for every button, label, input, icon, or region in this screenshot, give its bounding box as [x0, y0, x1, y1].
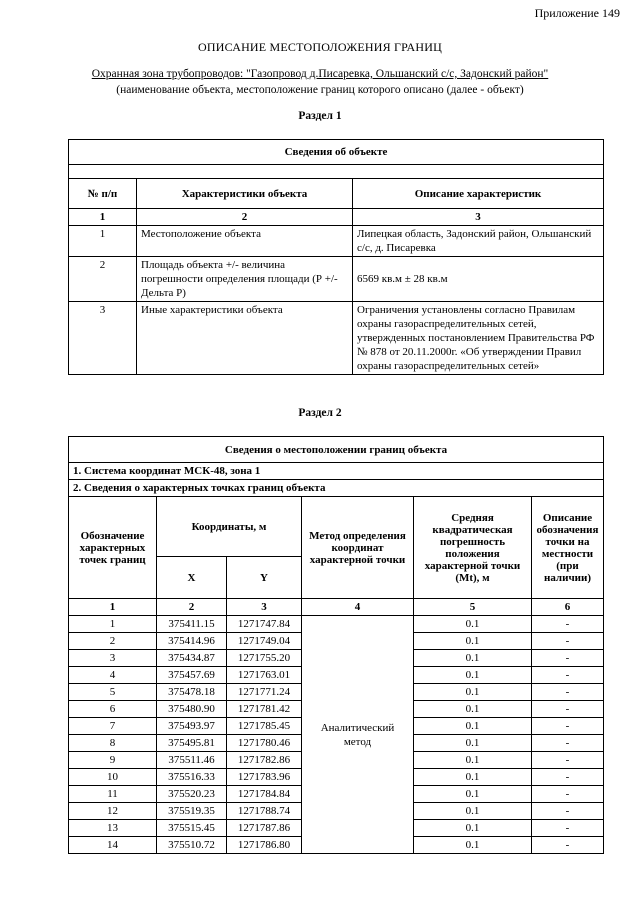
- boundary-table-title: Сведения о местоположении границ объекта: [69, 437, 604, 463]
- header-y: Y: [227, 557, 302, 599]
- boundary-points-table: [68, 436, 604, 854]
- header-point-description: Описание обозначения точки на местности (при наличии): [532, 497, 604, 599]
- section1-title: Раздел 1: [298, 110, 342, 122]
- point-description: -: [532, 735, 604, 752]
- point-description: -: [532, 803, 604, 820]
- point-x: 375515.45: [157, 820, 227, 837]
- row-number: 1: [69, 226, 137, 257]
- point-number: 9: [69, 752, 157, 769]
- point-y: 1271781.42: [227, 701, 302, 718]
- point-number: 12: [69, 803, 157, 820]
- point-description: -: [532, 752, 604, 769]
- header-characteristic: Характеристики объекта: [137, 179, 353, 209]
- point-y: 1271771.24: [227, 684, 302, 701]
- point-error: 0.1: [414, 837, 532, 854]
- point-x: 375520.23: [157, 786, 227, 803]
- point-number: 13: [69, 820, 157, 837]
- row-characteristic: Местоположение объекта: [137, 226, 353, 257]
- col-number: 5: [414, 599, 532, 616]
- point-number: 10: [69, 769, 157, 786]
- point-number: 1: [69, 616, 157, 633]
- point-description: -: [532, 633, 604, 650]
- point-x: 375511.46: [157, 752, 227, 769]
- point-x: 375519.35: [157, 803, 227, 820]
- col-number: 3: [353, 209, 604, 226]
- row-number: 3: [69, 302, 137, 375]
- object-name: Охранная зона трубопроводов: "Газопровод д.Писаревка, Ольшанский с/с, Задонский район": [91, 68, 549, 80]
- point-description: -: [532, 837, 604, 854]
- col-number: 4: [302, 599, 414, 616]
- point-number: 3: [69, 650, 157, 667]
- row-characteristic: Иные характеристики объекта: [137, 302, 353, 375]
- point-x: 375493.97: [157, 718, 227, 735]
- point-number: 4: [69, 667, 157, 684]
- point-y: 1271780.46: [227, 735, 302, 752]
- col-number: 1: [69, 209, 137, 226]
- object-info-table-title: Сведения об объекте: [69, 140, 604, 165]
- header-x: X: [157, 557, 227, 599]
- point-y: 1271784.84: [227, 786, 302, 803]
- point-error: 0.1: [414, 667, 532, 684]
- point-description: -: [532, 650, 604, 667]
- point-description: -: [532, 616, 604, 633]
- header-description: Описание характеристик: [353, 179, 604, 209]
- table-row: [69, 257, 604, 302]
- point-number: 7: [69, 718, 157, 735]
- point-error: 0.1: [414, 803, 532, 820]
- object-info-table: [68, 139, 604, 375]
- spacer-row: [69, 165, 604, 179]
- point-description: -: [532, 820, 604, 837]
- object-description: (наименование объекта, местоположение границ которого описано (далее - объект): [116, 84, 524, 96]
- point-x: 375510.72: [157, 837, 227, 854]
- point-error: 0.1: [414, 633, 532, 650]
- row-value: 6569 кв.м ± 28 кв.м: [353, 257, 604, 302]
- point-x: 375411.15: [157, 616, 227, 633]
- method-cell: Аналитический метод: [302, 616, 414, 854]
- point-description: -: [532, 786, 604, 803]
- row-number: 2: [69, 257, 137, 302]
- point-y: 1271755.20: [227, 650, 302, 667]
- col-number: 1: [69, 599, 157, 616]
- point-error: 0.1: [414, 786, 532, 803]
- point-x: 375516.33: [157, 769, 227, 786]
- point-number: 14: [69, 837, 157, 854]
- point-description: -: [532, 718, 604, 735]
- point-y: 1271763.01: [227, 667, 302, 684]
- point-number: 5: [69, 684, 157, 701]
- header-number: № п/п: [69, 179, 137, 209]
- point-error: 0.1: [414, 684, 532, 701]
- point-description: -: [532, 769, 604, 786]
- table-row: [69, 302, 604, 375]
- header-coordinates: Координаты, м: [157, 497, 302, 557]
- point-y: 1271782.86: [227, 752, 302, 769]
- point-x: 375434.87: [157, 650, 227, 667]
- row-value: Ограничения установлены согласно Правилам охраны газораспределительных сетей, утвержденных постановлением Правительства РФ № 878 от 20.11.2000г. «Об утверждении Правил охраны газораспределительных сетей»: [353, 302, 604, 375]
- point-error: 0.1: [414, 735, 532, 752]
- point-y: 1271788.74: [227, 803, 302, 820]
- point-description: -: [532, 667, 604, 684]
- point-y: 1271785.45: [227, 718, 302, 735]
- coordinate-system: 1. Система координат МСК-48, зона 1: [69, 463, 604, 480]
- point-x: 375478.18: [157, 684, 227, 701]
- row-value: Липецкая область, Задонский район, Ольшанский с/с, д. Писаревка: [353, 226, 604, 257]
- point-y: 1271747.84: [227, 616, 302, 633]
- point-x: 375480.90: [157, 701, 227, 718]
- col-number: 2: [157, 599, 227, 616]
- point-number: 2: [69, 633, 157, 650]
- section2-title: Раздел 2: [298, 407, 342, 419]
- point-y: 1271787.86: [227, 820, 302, 837]
- document-title: ОПИСАНИЕ МЕСТОПОЛОЖЕНИЯ ГРАНИЦ: [198, 40, 442, 54]
- header-method: Метод определения координат характерной точки: [302, 497, 414, 599]
- point-error: 0.1: [414, 752, 532, 769]
- point-y: 1271749.04: [227, 633, 302, 650]
- point-x: 375495.81: [157, 735, 227, 752]
- col-number: 3: [227, 599, 302, 616]
- col-number: 6: [532, 599, 604, 616]
- point-error: 0.1: [414, 718, 532, 735]
- table-row: [69, 616, 604, 633]
- appendix-label: Приложение 149: [534, 6, 620, 20]
- point-x: 375414.96: [157, 633, 227, 650]
- col-number: 2: [137, 209, 353, 226]
- point-error: 0.1: [414, 616, 532, 633]
- point-error: 0.1: [414, 820, 532, 837]
- point-number: 8: [69, 735, 157, 752]
- point-x: 375457.69: [157, 667, 227, 684]
- point-description: -: [532, 684, 604, 701]
- row-characteristic: Площадь объекта +/- величина погрешности определения площади (Р +/- Дельта Р): [137, 257, 353, 302]
- table-row: [69, 226, 604, 257]
- point-y: 1271783.96: [227, 769, 302, 786]
- point-error: 0.1: [414, 650, 532, 667]
- point-number: 6: [69, 701, 157, 718]
- header-error: Средняя квадратическая погрешность положения характерной точки (Mt), м: [414, 497, 532, 599]
- point-number: 11: [69, 786, 157, 803]
- point-y: 1271786.80: [227, 837, 302, 854]
- point-error: 0.1: [414, 769, 532, 786]
- point-description: -: [532, 701, 604, 718]
- points-info-title: 2. Сведения о характерных точках границ объекта: [69, 480, 604, 497]
- header-point-label: Обозначение характерных точек границ: [69, 497, 157, 599]
- point-error: 0.1: [414, 701, 532, 718]
